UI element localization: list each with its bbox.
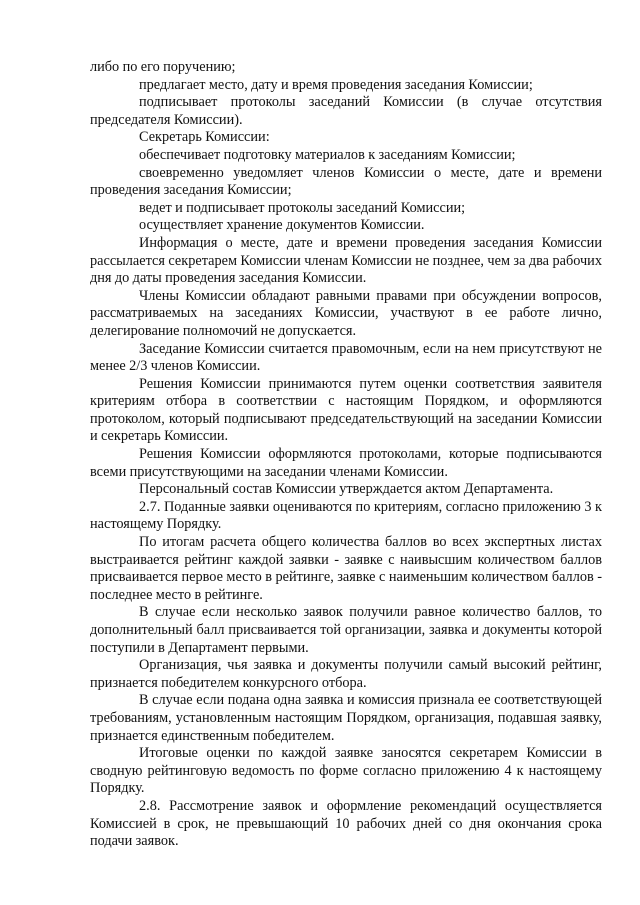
- paragraph: Заседание Комиссии считается правомочным, если на нем присутствуют не менее 2/3 членов Комиссии.: [90, 340, 602, 375]
- paragraph: Информация о месте, дате и времени проведения заседания Комиссии рассылается секретарем Комиссии членам Комиссии не позднее, чем за два рабочих дня до даты проведения заседания Комиссии.: [90, 234, 602, 287]
- section-2-7: 2.7. Поданные заявки оцениваются по критериям, согласно приложению 3 к настоящему Порядку.: [90, 498, 602, 533]
- paragraph: Организация, чья заявка и документы получили самый высокий рейтинг, признается победителем конкурсного отбора.: [90, 657, 602, 691]
- paragraph: осуществляет хранение документов Комиссии.: [139, 217, 425, 234]
- paragraph: В случае если несколько заявок получили равное количество баллов, то дополнительный балл присваивается той организации, заявка и документы которой поступили в Департамент первыми.: [90, 604, 602, 656]
- paragraph: В случае если подана одна заявка и комиссия признала ее соответствующей требованиям, установленным настоящим Порядком, организация, подавшая заявку, признается единственным победителем.: [90, 692, 602, 744]
- section-2-8: 2.8. Рассмотрение заявок и оформление рекомендаций осуществляется Комиссией в срок, не превышающий 10 рабочих дней со дня окончания срока подачи заявок.: [90, 797, 602, 850]
- paragraph: ведет и подписывает протоколы заседаний Комиссии;: [139, 199, 466, 216]
- paragraph-heading-secretary: Секретарь Комиссии:: [139, 129, 270, 146]
- paragraph: По итогам расчета общего количества баллов во всех экспертных листах выстраивается рейтинг каждой заявки - заявке с наивысшим количеством баллов присваивается первое место в рейтинге, заявке с наименьшим количеством баллов - последнее место в рейтинге.: [90, 534, 602, 603]
- paragraph: Члены Комиссии обладают равными правами при обсуждении вопросов, рассматриваемых на заседаниях Комиссии, участвуют в ее работе лично, делегирование полномочий не допускается.: [90, 287, 602, 339]
- paragraph: своевременно уведомляет членов Комиссии о месте, дате и времени проведения заседания Комиссии;: [90, 164, 602, 199]
- paragraph: обеспечивает подготовку материалов к заседаниям Комиссии;: [139, 146, 516, 163]
- paragraph: Итоговые оценки по каждой заявке заносятся секретарем Комиссии в сводную рейтинговую ведомость по форме согласно приложению 4 к настоящему Порядку.: [90, 745, 602, 797]
- paragraph: подписывает протоколы заседаний Комиссии (в случае отсутствия председателя Комиссии).: [90, 94, 602, 128]
- paragraph: Персональный состав Комиссии утверждается актом Департамента.: [139, 481, 554, 498]
- paragraph-continuation: либо по его поручению;: [90, 59, 236, 75]
- paragraph: предлагает место, дату и время проведения заседания Комиссии;: [139, 76, 533, 93]
- paragraph: Решения Комиссии принимаются путем оценки соответствия заявителя критериям отбора в соответствии с настоящим Порядком, и оформляются протоколом, который подписывают председательствующий на заседании Комиссии и секретарь Комиссии.: [90, 375, 602, 445]
- paragraph: Решения Комиссии оформляются протоколами, которые подписываются всеми присутствующими на заседании членами Комиссии.: [90, 446, 602, 480]
